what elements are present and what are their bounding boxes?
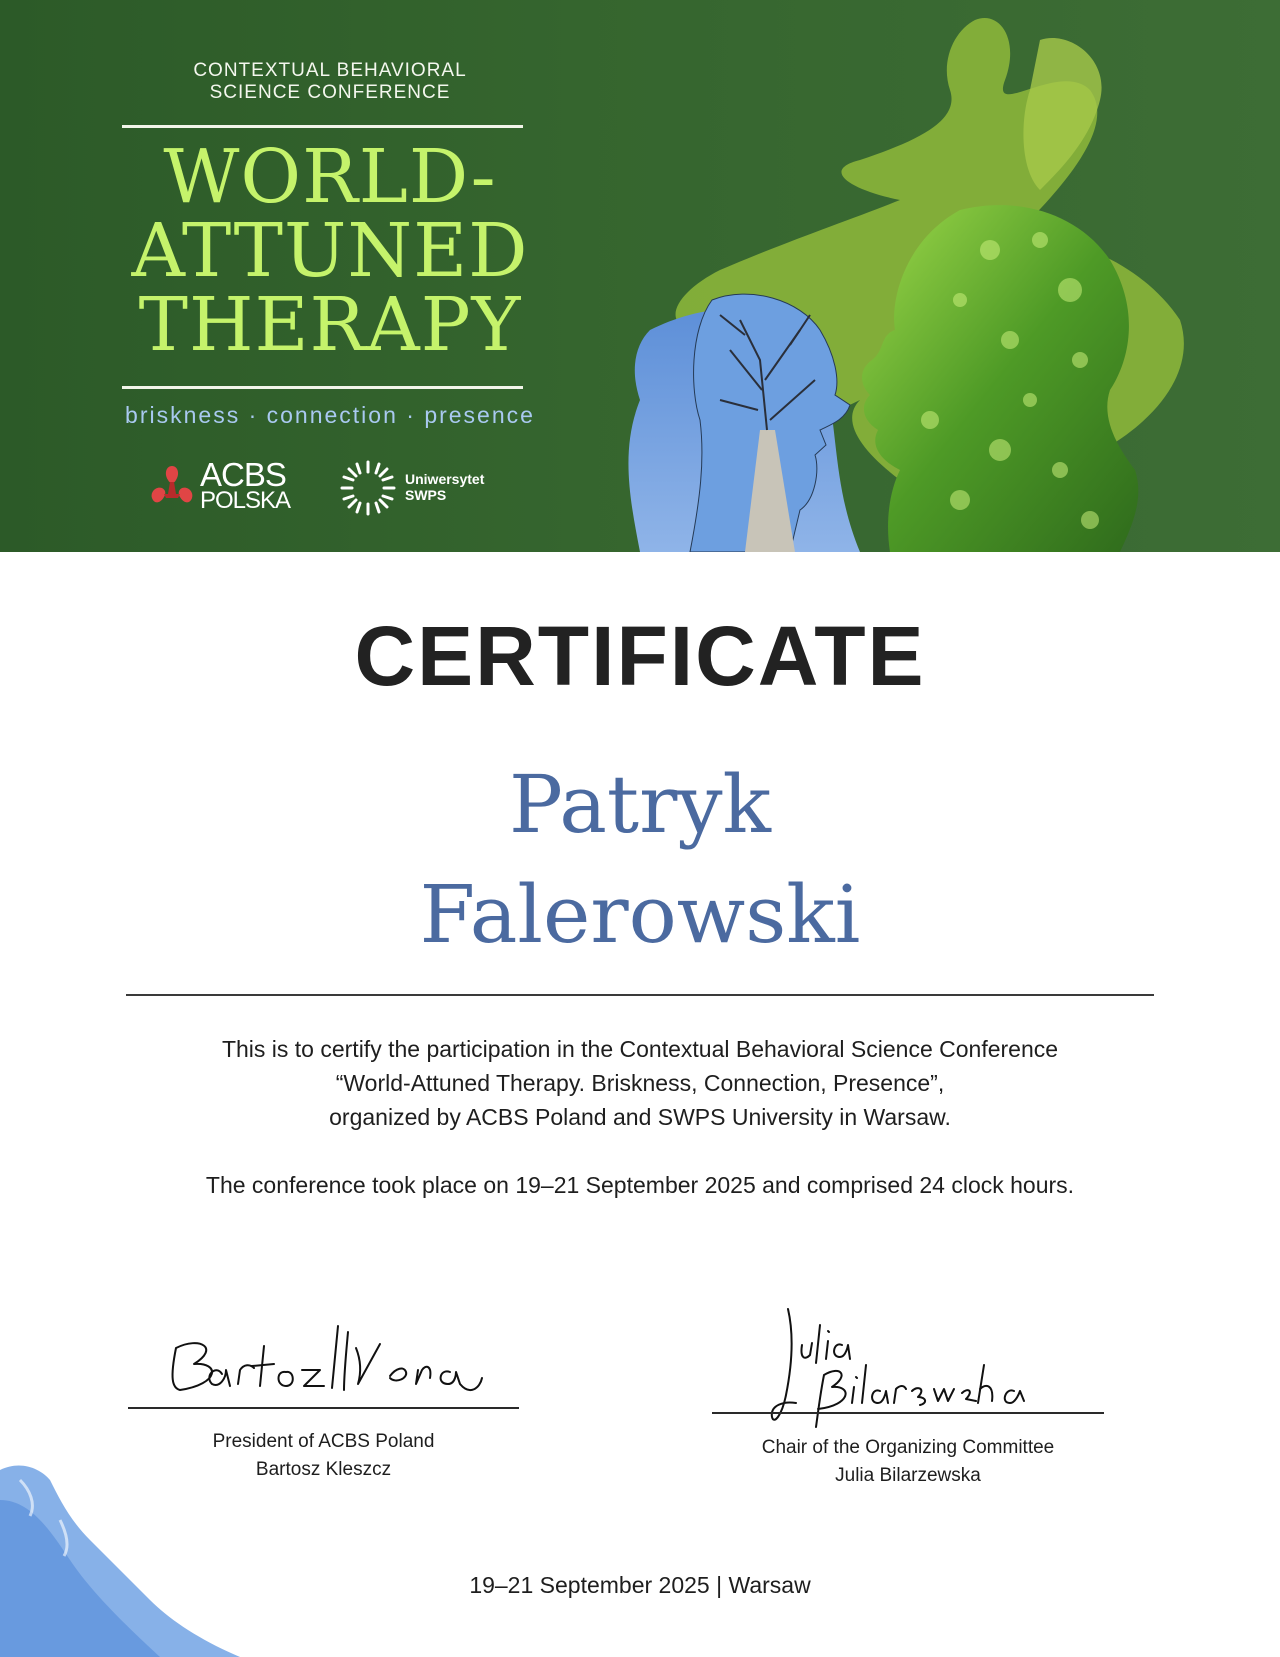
conference-title-line1: WORLD- [163, 134, 497, 220]
statement-line1: This is to certify the participation in the Contextual Behavioral Science Conference [221, 1036, 1059, 1062]
swps-logo-text-line2: SWPS [405, 487, 447, 503]
banner-rule-top [122, 125, 523, 128]
conference-title-line3: THERAPY [138, 282, 522, 368]
conference-title-line2: ATTUNED [131, 208, 529, 294]
recipient-last-name: Falerowski [419, 868, 861, 961]
banner-rule-bottom [122, 386, 523, 389]
statement-line2: “World-Attuned Therapy. Briskness, Connection, Presence”, [335, 1070, 945, 1096]
conference-banner [0, 0, 1280, 552]
recipient-first-name: Patryk [509, 758, 771, 851]
statement-line4: The conference took place on 19–21 September 2025 and comprised 24 clock hours. [205, 1172, 1075, 1198]
signature-line-right [712, 1412, 1104, 1414]
conference-title [110, 134, 550, 368]
signature-caption-right [712, 1434, 1104, 1490]
signatory-role-left: President of ACBS Poland [212, 1431, 435, 1452]
swps-logo-text-line1: Uniwersytet [405, 471, 485, 487]
signatory-name-right: Julia Bilarzewska [835, 1465, 981, 1486]
signature-line-left [128, 1407, 519, 1409]
signatory-role-right: Chair of the Organizing Committee [761, 1437, 1055, 1458]
footer-date-location: 19–21 September 2025 | Warsaw [469, 1572, 811, 1598]
swps-sunburst [342, 462, 394, 514]
statement-gap [80, 1134, 1200, 1168]
conference-subtitle-line1: CONTEXTUAL BEHAVIORAL [193, 60, 467, 81]
corner-blue-brush [0, 1460, 260, 1657]
signature-bartosz-kleszcz [160, 1318, 490, 1408]
conference-subtitle [120, 60, 540, 104]
signature-julia-bilarzewska [770, 1305, 1030, 1435]
recipient-divider [126, 994, 1154, 996]
signatory-name-left: Bartosz Kleszcz [255, 1459, 392, 1480]
certificate-statement [80, 1032, 1200, 1202]
conference-subtitle-line2: SCIENCE CONFERENCE [209, 82, 451, 103]
statement-line3: organized by ACBS Poland and SWPS University in Warsaw. [329, 1104, 951, 1130]
acbs-logo-text: ACBS [200, 456, 286, 493]
recipient-name [0, 750, 1280, 970]
polska-logo-text: POLSKA [200, 487, 291, 514]
certificate-heading: CERTIFICATE [354, 609, 926, 703]
conference-tagline: briskness · connection · presence [125, 402, 535, 428]
